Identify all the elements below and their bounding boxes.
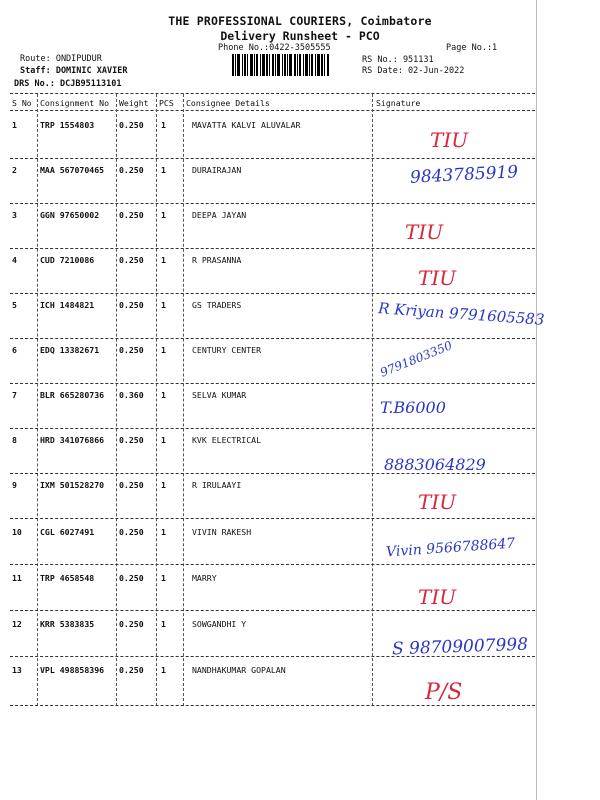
- row-consignment: ICH 1484821: [40, 300, 95, 310]
- row-sno: 4: [12, 255, 17, 265]
- runsheet-title: Delivery Runsheet - PCO: [220, 29, 380, 43]
- row-weight: 0.250: [119, 619, 144, 629]
- row-consignment: VPL 498858396: [40, 665, 105, 675]
- staff: Staff: DOMINIC XAVIER: [20, 66, 128, 76]
- row-signature: T.B6000: [380, 398, 446, 417]
- column-rule: [372, 94, 373, 706]
- row-weight: 0.250: [119, 300, 144, 310]
- row-consignment: GGN 97650002: [40, 210, 100, 220]
- row-weight: 0.250: [119, 480, 144, 490]
- page-number: Page No.:1: [446, 43, 498, 53]
- page-edge-rule: [536, 0, 537, 800]
- row-divider: [10, 338, 535, 339]
- row-consignee: DEEPA JAYAN: [192, 210, 247, 220]
- row-divider: [10, 293, 535, 294]
- row-weight: 0.250: [119, 120, 144, 130]
- row-sno: 5: [12, 300, 17, 310]
- column-rule: [37, 94, 38, 706]
- row-pcs: 1: [161, 255, 166, 265]
- column-rule: [116, 94, 117, 706]
- row-consignee: NANDHAKUMAR GOPALAN: [192, 665, 286, 675]
- row-sno: 1: [12, 120, 17, 130]
- row-sno: 7: [12, 390, 17, 400]
- row-consignment: EDQ 13382671: [40, 345, 100, 355]
- row-consignee: SELVA KUMAR: [192, 390, 247, 400]
- row-pcs: 1: [161, 619, 166, 629]
- row-pcs: 1: [161, 527, 166, 537]
- row-pcs: 1: [161, 300, 166, 310]
- row-pcs: 1: [161, 390, 166, 400]
- row-sno: 13: [12, 665, 22, 675]
- row-sno: 6: [12, 345, 17, 355]
- row-sno: 12: [12, 619, 22, 629]
- row-weight: 0.250: [119, 665, 144, 675]
- row-signature: 9791803350: [378, 338, 455, 380]
- row-weight: 0.250: [119, 255, 144, 265]
- row-sno: 2: [12, 165, 17, 175]
- row-consignment: MAA 567070465: [40, 165, 105, 175]
- column-rule: [156, 94, 157, 706]
- row-signature: S 98709007998: [391, 634, 529, 660]
- row-signature: Vivin 9566788647: [385, 535, 516, 561]
- row-divider: [10, 610, 535, 611]
- row-signature: 9843785919: [409, 162, 519, 188]
- col-header-weight: Weight: [119, 98, 149, 108]
- row-signature: TIU: [418, 490, 457, 514]
- row-signature: TIU: [418, 585, 457, 609]
- table-top-rule: [10, 93, 535, 94]
- row-consignment: TRP 1554803: [40, 120, 95, 130]
- row-pcs: 1: [161, 120, 166, 130]
- row-weight: 0.250: [119, 573, 144, 583]
- row-consignee: MAVATTA KALVI ALUVALAR: [192, 120, 301, 130]
- col-header-consignee: Consignee Details: [186, 98, 270, 108]
- row-divider: [10, 203, 535, 204]
- row-weight: 0.250: [119, 527, 144, 537]
- row-consignee: VIVIN RAKESH: [192, 527, 252, 537]
- row-weight: 0.250: [119, 435, 144, 445]
- route: Route: ONDIPUDUR: [20, 54, 102, 64]
- row-weight: 0.250: [119, 345, 144, 355]
- col-header-consignment: Consignment No: [40, 98, 110, 108]
- row-divider: [10, 473, 535, 474]
- row-divider: [10, 158, 535, 159]
- row-pcs: 1: [161, 165, 166, 175]
- row-consignee: SOWGANDHI Y: [192, 619, 247, 629]
- row-divider: [10, 383, 535, 384]
- row-weight: 0.250: [119, 165, 144, 175]
- row-pcs: 1: [161, 665, 166, 675]
- row-consignment: CGL 6027491: [40, 527, 95, 537]
- row-sno: 3: [12, 210, 17, 220]
- row-divider: [10, 656, 535, 657]
- row-divider: [10, 428, 535, 429]
- row-consignee: KVK ELECTRICAL: [192, 435, 262, 445]
- row-consignee: DURAIRAJAN: [192, 165, 242, 175]
- row-consignee: MARRY: [192, 573, 217, 583]
- row-divider: [10, 518, 535, 519]
- row-signature: TIU: [430, 128, 469, 152]
- company-title: THE PROFESSIONAL COURIERS, Coimbatore: [168, 14, 432, 28]
- row-consignee: R IRULAAYI: [192, 480, 242, 490]
- row-divider: [10, 248, 535, 249]
- row-divider: [10, 564, 535, 565]
- col-header-sno: S No: [12, 98, 32, 108]
- row-consignee: R PRASANNA: [192, 255, 242, 265]
- row-consignment: KRR 5383835: [40, 619, 95, 629]
- row-consignee: GS TRADERS: [192, 300, 242, 310]
- column-rule: [183, 94, 184, 706]
- phone-number: Phone No.:0422-3505555: [218, 43, 331, 53]
- row-weight: 0.250: [119, 210, 144, 220]
- barcode: [232, 54, 354, 76]
- drs-number: DRS No.: DCJB95113101: [14, 79, 122, 89]
- row-signature: P/S: [425, 680, 463, 705]
- row-consignment: HRD 341076866: [40, 435, 105, 445]
- row-signature: R Kriyan 9791605583: [377, 299, 545, 329]
- row-consignment: BLR 665280736: [40, 390, 105, 400]
- row-consignment: IXM 501528270: [40, 480, 105, 490]
- row-sno: 10: [12, 527, 22, 537]
- col-header-pcs: PCS: [159, 98, 174, 108]
- row-consignment: CUD 7210086: [40, 255, 95, 265]
- row-pcs: 1: [161, 435, 166, 445]
- row-pcs: 1: [161, 345, 166, 355]
- row-signature: TIU: [418, 266, 457, 290]
- row-sno: 11: [12, 573, 22, 583]
- row-pcs: 1: [161, 210, 166, 220]
- rs-date: RS Date: 02-Jun-2022: [362, 66, 465, 76]
- row-consignee: CENTURY CENTER: [192, 345, 262, 355]
- table-bottom-rule: [10, 705, 535, 706]
- rs-number: RS No.: 951131: [362, 55, 434, 65]
- row-weight: 0.360: [119, 390, 144, 400]
- row-sno: 8: [12, 435, 17, 445]
- row-pcs: 1: [161, 480, 166, 490]
- header-bottom-rule: [10, 110, 535, 111]
- row-signature: 8883064829: [384, 455, 486, 474]
- col-header-signature: Signature: [376, 98, 421, 108]
- row-sno: 9: [12, 480, 17, 490]
- row-pcs: 1: [161, 573, 166, 583]
- row-signature: TIU: [405, 220, 444, 244]
- row-consignment: TRP 4658548: [40, 573, 95, 583]
